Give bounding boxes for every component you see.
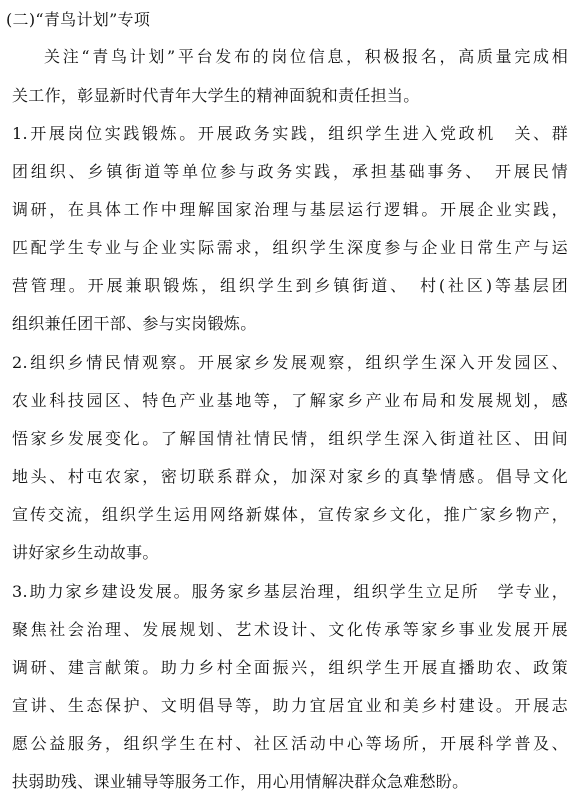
item3-line-5: 愿公益服务，组织学生在村、社区活动中心等场所，开展科学普及、 [12,734,568,753]
item2-line-2: 农业科技园区、特色产业基地等，了解家乡产业布局和发展规划，感 [12,391,568,410]
item1-line-2: 团组织、乡镇街道等单位参与政务实践，承担基础事务、 开展民情 [12,162,568,181]
item2-line-5: 宣传交流，组织学生运用网络新媒体，宣传家乡文化，推广家乡物产， [12,505,568,524]
item3-line-2: 聚焦社会治理、发展规划、艺术设计、文化传承等家乡事业发展开展 [12,620,568,639]
section-heading: (二)“青鸟计划”专项 [6,10,151,29]
item2-line-1: 2.组织乡情民情观察。开展家乡发展观察，组织学生深入开发园区、 [12,353,568,372]
item1-line-3: 调研，在具体工作中理解国家治理与基层运行逻辑。开展企业实践， [12,200,568,219]
intro-line-2: 关工作，彰显新时代青年大学生的精神面貌和责任担当。 [12,86,420,105]
item3-line-1: 3.助力家乡建设发展。服务家乡基层治理，组织学生立足所 学专业， [12,582,568,601]
intro-line-1: 关注“青鸟计划”平台发布的岗位信息，积极报名，高质量完成相 [44,47,568,66]
item2-line-6: 讲好家乡生动故事。 [12,543,159,562]
item2-line-3: 悟家乡发展变化。了解国情社情民情，组织学生深入街道社区、田间 [12,429,568,448]
item2-line-4: 地头、村屯农家，密切联系群众，加深对家乡的真挚情感。倡导文化 [12,467,568,486]
item3-line-4: 宣讲、生态保护、文明倡导等，助力宜居宜业和美乡村建设。开展志 [12,696,568,715]
item1-line-1: 1.开展岗位实践锻炼。开展政务实践，组织学生进入党政机 关、群 [12,124,568,143]
item1-line-4: 匹配学生专业与企业实际需求，组织学生深度参与企业日常生产与运 [12,238,568,257]
item1-line-6: 组织兼任团干部、参与实岗锻炼。 [12,314,257,333]
item1-line-5: 营管理。开展兼职锻炼，组织学生到乡镇街道、 村(社区)等基层团 [12,276,568,295]
item3-line-3: 调研、建言献策。助力乡村全面振兴，组织学生开展直播助农、政策 [12,658,568,677]
item3-line-6: 扶弱助残、课业辅导等服务工作，用心用情解决群众急难愁盼。 [12,772,469,791]
